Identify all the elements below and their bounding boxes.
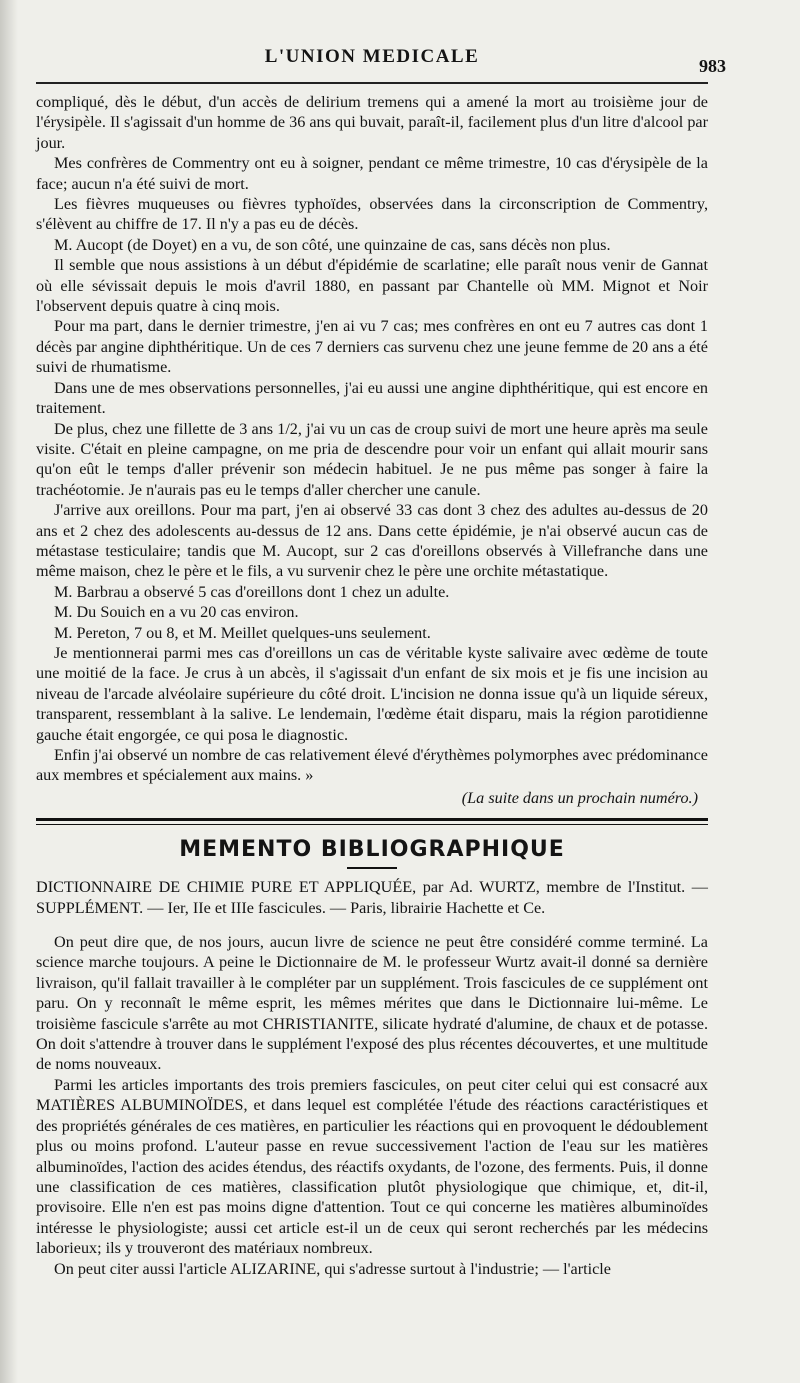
page-header bbox=[36, 46, 726, 82]
paragraph: Je mentionnerai parmi mes cas d'oreillons un cas de véritable kyste salivaire avec œdème de toute une moitié de la face. Je crus à un abcès, il s'agissait d'un enfant de six mois et je fis une incision au niveau de l'arcade alvéolaire supérieure du côté droit. L'incision ne donna issue qu'à un liquide séreux, transparent, ressemblant à la salive. Le lendemain, l'œdème était disparu, mais la région parotidienne gauche était engorgée, ce qui posa le diagnostic. bbox=[36, 643, 708, 744]
bibliographic-citation: DICTIONNAIRE DE CHIMIE PURE ET APPLIQUÉE, par Ad. WURTZ, membre de l'Institut. — SUPPLÉMENT. — Ier, IIe et IIIe fascicules. — Paris, librairie Hachette et Ce. bbox=[36, 878, 708, 917]
paragraph: J'arrive aux oreillons. Pour ma part, j'en ai observé 33 cas dont 3 chez des adultes au-dessus de 20 ans et 2 chez des adolescents au-dessus de 12 ans. Dans cette épidémie, je n'ai observé aucun cas de métastase testiculaire; tandis que M. Aucopt, sur 2 cas d'oreillons observés à Villefranche dans une même maison, chez le père et le fils, a vu survenir chez le père une orchite métastatique. bbox=[36, 501, 708, 581]
paragraph: M. Du Souich en a vu 20 cas environ. bbox=[54, 603, 299, 622]
paragraph: Pour ma part, dans le dernier trimestre, j'en ai vu 7 cas; mes confrères en ont eu 7 autres cas dont 1 décès par angine diphthéritique. Un de ces 7 derniers cas survenu chez une jeune femme de 20 ans a été suivi de rhumatisme. bbox=[36, 317, 708, 377]
paragraph: M. Pereton, 7 ou 8, et M. Meillet quelques-uns seulement. bbox=[54, 623, 431, 642]
paragraph: Les fièvres muqueuses ou fièvres typhoïdes, observées dans la circonscription de Commentry, s'élèvent au chiffre de 17. Il n'y a pas eu de décès. bbox=[36, 195, 708, 234]
paragraph: De plus, chez une fillette de 3 ans 1/2, j'ai vu un cas de croup suivi de mort une heure après ma seule visite. C'était en pleine campagne, on me pria de descendre pour voir un enfant qui allait mourir sans qu'on eût le temps d'aller prévenir son médecin habituel. Je ne pus même pas songer à faire la trachéotomie. Je n'aurais pas eu le temps d'aller chercher une canule. bbox=[36, 419, 708, 499]
section-title: MEMENTO BIBLIOGRAPHIQUE bbox=[179, 837, 565, 863]
header-rule bbox=[36, 82, 708, 84]
paragraph: M. Aucopt (de Doyet) en a vu, de son côté, une quinzaine de cas, sans décès non plus. bbox=[54, 235, 611, 254]
running-title: L'UNION MEDICALE bbox=[264, 46, 480, 67]
page-content bbox=[36, 92, 708, 1279]
paragraph: Parmi les articles importants des trois premiers fascicules, on peut citer celui qui est consacré aux MATIÈRES ALBUMINOÏDES, et dans lequel est complétée l'étude des réactions caractéristiques et des propriétés générales de ces matières, en particulier les réactions qui en provoquent le dédoublement plus ou moins profond. L'auteur passe en revue successivement l'action de l'eau sur les matières albuminoïdes, l'action des acides étendus, des réactifs oxydants, de l'ozone, des ferments. Puis, il donne une classification de ces matières, classification plutôt physiologique que chimique, et, dit-il, provisoire. Elle n'en est pas moins digne d'attention. Tout ce qui concerne les matières albuminoïdes intéresse le physiologiste; aussi cet article est-il un de ceux qui seront recherchés par les médecins laborieux; ils y trouveront des matériaux nombreux. bbox=[36, 1075, 708, 1258]
continuation-note: (La suite dans un prochain numéro.) bbox=[461, 788, 698, 807]
paragraph: On peut dire que, de nos jours, aucun livre de science ne peut être considéré comme terminé. La science marche toujours. A peine le Dictionnaire de M. le professeur Wurtz avait-il donné sa dernière livraison, qu'il fallait travailler à le compléter par un supplément. Trois fascicules de ce supplément ont paru. On y reconnaît le même esprit, les mêmes mérites que dans le Dictionnaire lui-même. Le troisième fascicule s'arrête au mot CHRISTIANITE, silicate hydraté d'alumine, de chaux et de potasse. On doit s'attendre à trouver dans le supplément l'exposé des plus récentes découvertes, et une multitude de noms nouveaux. bbox=[36, 933, 708, 1074]
title-rule bbox=[347, 867, 397, 869]
paragraph: Dans une de mes observations personnelles, j'ai eu aussi une angine diphthéritique, qui est encore en traitement. bbox=[36, 378, 708, 418]
paragraph: Il semble que nous assistions à un début d'épidémie de scarlatine; elle paraît nous venir de Gannat où elle sévissait depuis le mois d'avril 1880, en passant par Chantelle où MM. Mignot et Noir l'observent depuis quatre à cinq mois. bbox=[36, 256, 708, 316]
page-number: 983 bbox=[699, 56, 726, 76]
section-divider bbox=[36, 818, 708, 825]
paragraph: M. Barbrau a observé 5 cas d'oreillons dont 1 chez un adulte. bbox=[54, 582, 450, 601]
paragraph: Enfin j'ai observé un nombre de cas relativement élevé d'érythèmes polymorphes avec prédominance aux membres et spécialement aux mains. » bbox=[36, 746, 708, 785]
paragraph: compliqué, dès le début, d'un accès de delirium tremens qui a amené la mort au troisième jour de l'érysipèle. Il s'agissait d'un homme de 36 ans qui buvait, paraît-il, facilement plus d'un litre d'alcool par jour. bbox=[36, 93, 708, 152]
paragraph: On peut citer aussi l'article ALIZARINE, qui s'adresse surtout à l'industrie; — l'article bbox=[54, 1259, 611, 1278]
paragraph: Mes confrères de Commentry ont eu à soigner, pendant ce même trimestre, 10 cas d'érysipèle de la face; aucun n'a été suivi de mort. bbox=[36, 154, 708, 193]
